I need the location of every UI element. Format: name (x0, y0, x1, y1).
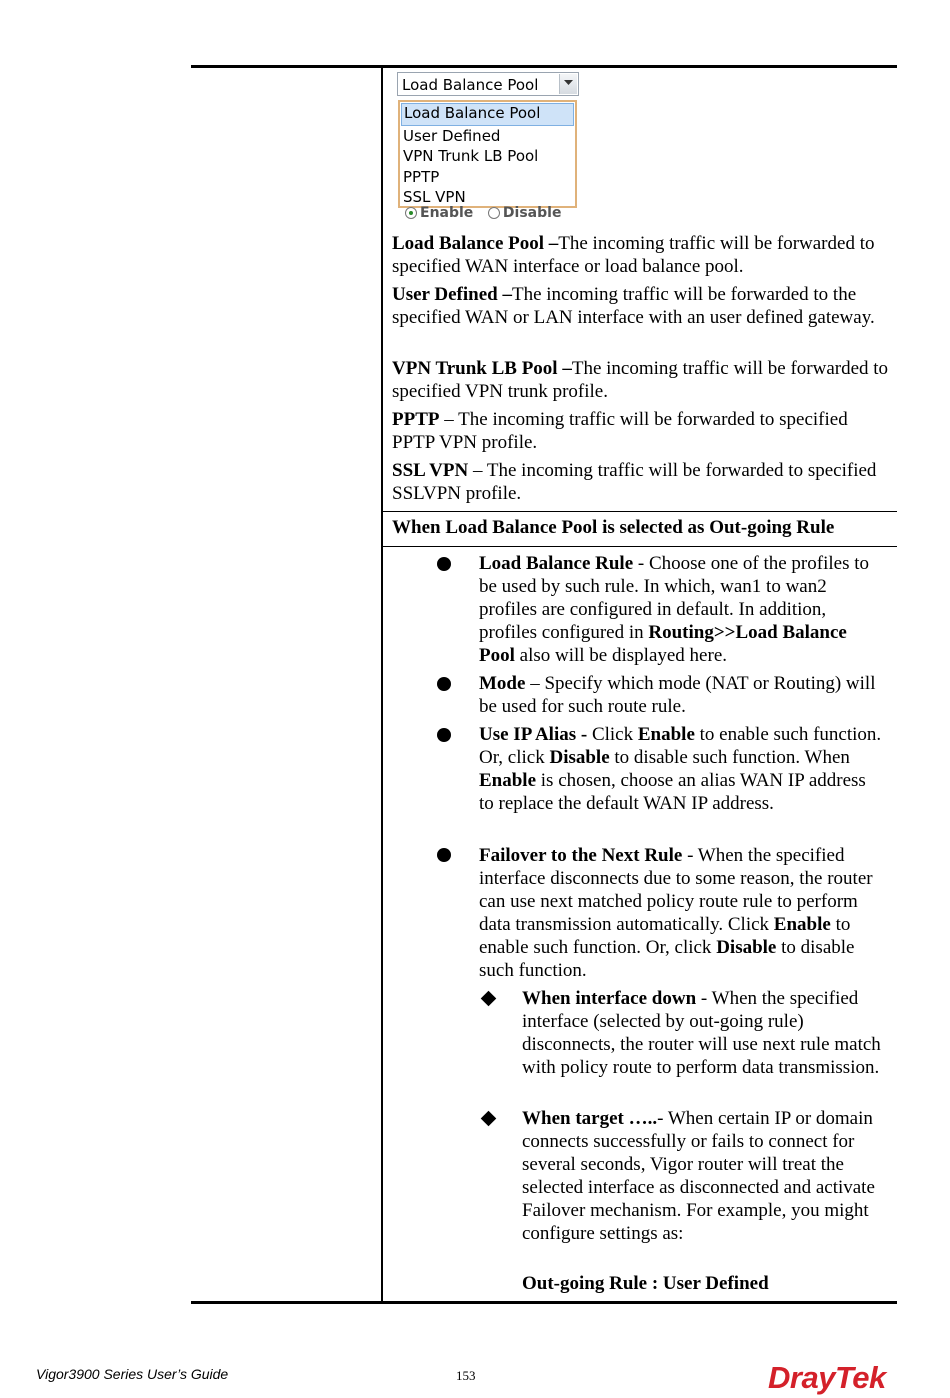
bullet-text: to enable such function. Or, click (479, 914, 851, 958)
desc-term: User Defined – (392, 284, 512, 305)
desc-text: – The incoming traffic will be forwarded to specified SSLVPN profile. (392, 460, 877, 504)
bullet-bold: Enable (637, 724, 695, 745)
logo-part-dray: Dray (768, 1360, 835, 1395)
desc-term: PPTP (392, 409, 440, 430)
radio-enable-label: Enable (420, 205, 474, 221)
desc-term: VPN Trunk LB Pool – (392, 358, 572, 379)
sub-bullet-when-target (522, 1107, 887, 1245)
desc-text: The incoming traffic will be forwarded to specified VPN trunk profile. (392, 358, 889, 402)
desc-text: The incoming traffic will be forwarded to specified WAN interface or load balance pool. (392, 233, 875, 277)
bullet-term: Failover to the Next Rule (479, 845, 683, 866)
radio-disable-label: Disable (502, 205, 562, 221)
bullet-bold: Routing>>Load Balance Pool (479, 622, 847, 666)
outgoing-rule-select[interactable] (397, 72, 579, 96)
bullet-failover (479, 844, 884, 982)
sub-bullet-text: - When the specified interface (selected by out-going rule) disconnects, the router will use next rule match with policy route to perform data transmission. (522, 988, 881, 1078)
radio-enable[interactable] (405, 207, 417, 219)
table-row-divider (383, 511, 897, 512)
desc-user-defined (392, 283, 892, 329)
bullet-text: - When the specified interface disconnects due to some reason, the router can use next matched policy route rule to perform data transmission automatically. Click (479, 845, 873, 935)
desc-vpn-trunk-lb-pool (392, 357, 892, 403)
bullet-bold: Disable (549, 747, 610, 768)
diamond-bullet-icon (481, 1111, 497, 1127)
bullet-term: Use IP Alias - (479, 724, 588, 745)
table-top-rule (191, 65, 897, 68)
bullet-text: also will be displayed here. (514, 645, 727, 666)
desc-text: – The incoming traffic will be forwarded to specified PPTP VPN profile. (392, 409, 848, 453)
partial-radio-row (405, 205, 561, 221)
bullet-text: Click (587, 724, 638, 745)
option-user-defined[interactable]: User Defined (403, 126, 501, 145)
bullet-text: to disable such function. (479, 937, 855, 981)
draytek-logo (768, 1360, 886, 1396)
diamond-bullet-icon (481, 991, 497, 1007)
bullet-load-balance-rule (479, 552, 884, 667)
table-row-divider (383, 546, 897, 547)
select-current-value: Load Balance Pool (402, 76, 539, 94)
option-pptp[interactable]: PPTP (403, 167, 440, 186)
select-options-list (398, 100, 577, 208)
bullet-icon (437, 677, 451, 691)
bullet-icon (437, 848, 451, 862)
sub-bullet-term: When target ….. (522, 1108, 658, 1129)
footer-guide-title: Vigor3900 Series User’s Guide (36, 1366, 229, 1382)
bullet-icon (437, 728, 451, 742)
sub-bullet-term: When interface down (522, 988, 697, 1009)
option-vpn-trunk-lb-pool[interactable]: VPN Trunk LB Pool (403, 147, 539, 165)
bullet-bold: Enable (479, 770, 537, 791)
bullet-bold: Disable (716, 937, 777, 958)
bullet-term: Mode (479, 673, 526, 694)
bullet-text: is chosen, choose an alias WAN IP address to replace the default WAN IP address. (479, 770, 866, 814)
outgoing-rule-dropdown-screenshot (397, 72, 583, 220)
bullet-mode (479, 672, 884, 718)
desc-term: Load Balance Pool – (392, 233, 559, 254)
desc-load-balance-pool (392, 232, 892, 278)
bullet-use-ip-alias (479, 723, 884, 815)
radio-disable[interactable] (488, 207, 500, 219)
bullet-text: to disable such function. When (609, 747, 850, 768)
chevron-down-icon[interactable] (559, 74, 577, 94)
bullet-term: Load Balance Rule (479, 553, 634, 574)
bullet-text: to enable such function. Or, click (479, 724, 882, 768)
desc-ssl-vpn (392, 459, 892, 505)
table-bottom-rule (191, 1301, 897, 1304)
option-ssl-vpn[interactable]: SSL VPN (403, 188, 466, 206)
sub-bullet-text: - When certain IP or domain connects successfully or fails to connect for several seconds, Vigor router will treat the selected interface as disconnected and activate Failover mechanism. For example, you might configure settings as: (522, 1108, 875, 1244)
bullet-bold: Enable (773, 914, 831, 935)
option-load-balance-pool[interactable]: Load Balance Pool (401, 103, 574, 126)
page-number: 153 (456, 1368, 476, 1383)
bullet-icon (437, 557, 451, 571)
desc-pptp (392, 408, 892, 454)
bullet-text: - Choose one of the profiles to be used by such rule. In which, wan1 to wan2 profiles are configured in default. In addition, profiles configured in (479, 553, 869, 643)
desc-term: SSL VPN (392, 460, 469, 481)
bullet-text: – Specify which mode (NAT or Routing) will be used for such route rule. (479, 673, 876, 717)
desc-text: The incoming traffic will be forwarded to the specified WAN or LAN interface with an user defined gateway. (392, 284, 875, 328)
sub-bullet-interface-down (522, 987, 887, 1079)
example-heading: Out-going Rule : User Defined (522, 1273, 769, 1294)
section-heading: When Load Balance Pool is selected as Out-going Rule (392, 517, 835, 538)
logo-part-tek: Tek (834, 1360, 886, 1395)
table-column-divider (381, 67, 383, 1302)
